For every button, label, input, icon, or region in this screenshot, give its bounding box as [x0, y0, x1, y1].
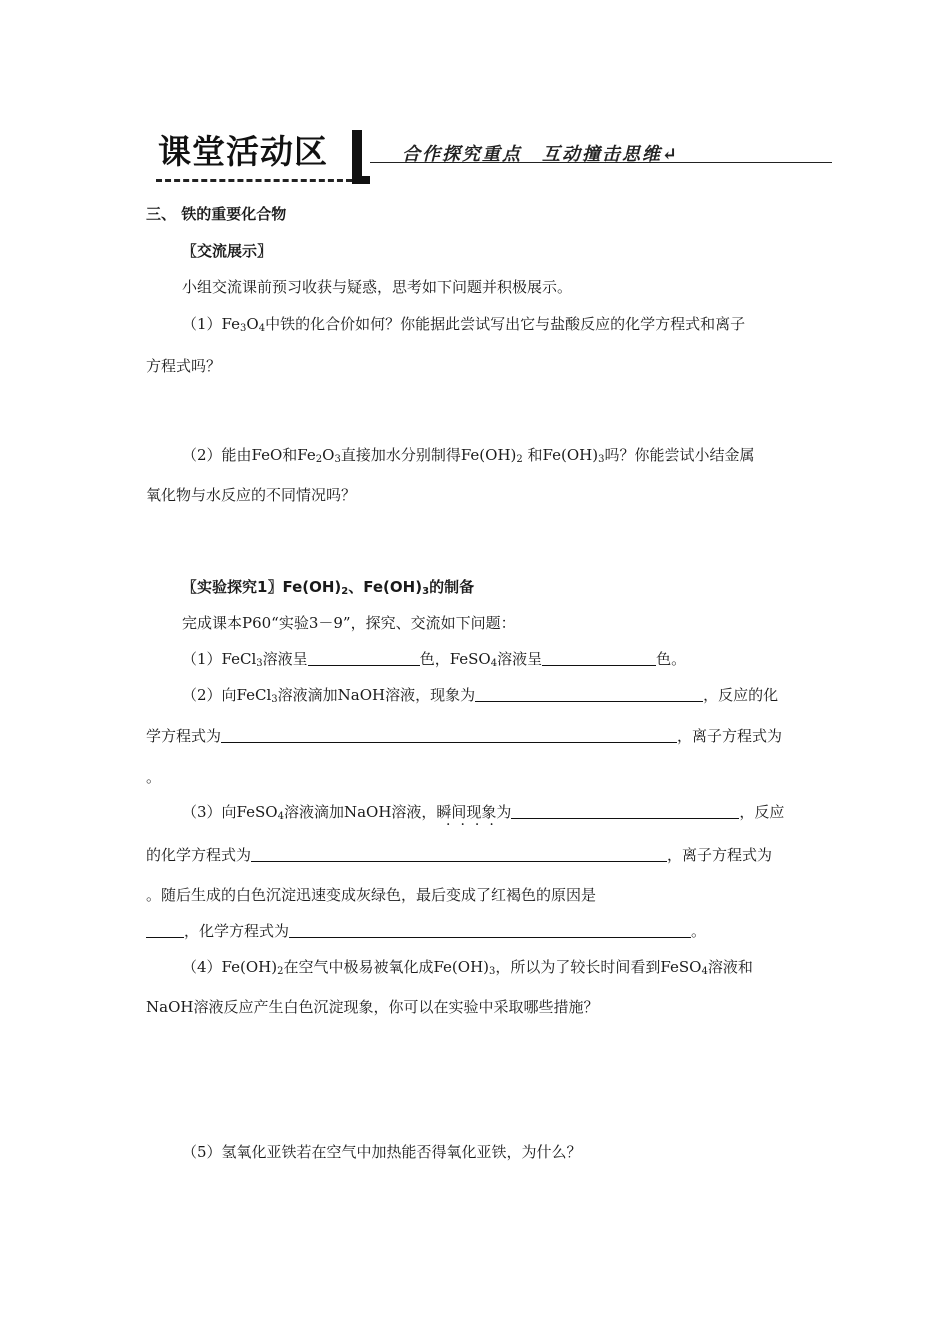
experiment-1-question-3-line-4: ，化学方程式为 。 — [146, 922, 706, 940]
experiment-1-intro: 完成课本P60“实验3－9”，探究、交流如下问题： — [182, 614, 516, 632]
section-heading: 三、 铁的重要化合物 — [146, 205, 287, 223]
experiment-1-question-2-line-1: （2）向FeCl$_3$溶液滴加NaOH溶液，现象为 ，反应的化 — [182, 686, 779, 705]
exchange-question-2-line-2: 氧化物与水反应的不同情况吗？ — [146, 486, 357, 504]
experiment-1-question-4-line-1: $(4)Fe(OH)_2$在空气中极易被氧化成$Fe(OH)_3$，所以为了较长时间看到FeSO$_4$溶液和 — [182, 958, 753, 977]
oxidation-equation-blank[interactable] — [289, 923, 691, 938]
experiment-1-heading: 〖实验探究1〗$Fe(OH)_2$、$Fe(OH)_3$的制备 — [182, 578, 475, 597]
experiment-1-question-2-line-2: 学方程式为 ，离子方程式为 — [146, 727, 783, 745]
feso4-instant-phenomenon-blank[interactable] — [511, 804, 739, 819]
experiment-1-question-2-line-3: 。 — [146, 768, 162, 786]
exchange-question-2-line-1: （2）能由FeO和$Fe_2O_3$直接加水分别制得$Fe(OH)_2$ 和$Fe(OH)_3$吗？你能尝试小结金属 — [182, 446, 755, 465]
emphasis-dots: ···· — [446, 817, 504, 833]
banner-dashed-underline — [156, 179, 352, 182]
fecl3-color-blank[interactable] — [308, 651, 420, 666]
exchange-heading: 〖交流展示〗 — [182, 242, 273, 260]
experiment-1-question-5: （5）氢氧化亚铁若在空气中加热能否得氧化亚铁，为什么？ — [182, 1143, 582, 1161]
fecl3-chemical-equation-blank[interactable] — [221, 728, 677, 743]
exchange-question-1-line-2: 方程式吗？ — [146, 357, 222, 375]
fecl3-phenomenon-blank[interactable] — [475, 687, 703, 702]
feso4-color-blank[interactable] — [542, 651, 656, 666]
experiment-1-question-4-line-2: NaOH溶液反应产生白色沉淀现象，你可以在实验中采取哪些措施？ — [146, 998, 599, 1016]
banner-rule — [370, 162, 832, 163]
exchange-question-1-line-1: $(1)Fe_3O_4$中铁的化合价如何？你能据此尝试写出它与盐酸反应的化学方程式和离子 — [182, 315, 746, 334]
banner-subtitle: 合作探究重点 互动撞击思维↵ — [402, 144, 680, 165]
color-change-reason-blank[interactable] — [146, 923, 184, 938]
exchange-intro: 小组交流课前预习收获与疑惑，思考如下问题并积极展示。 — [182, 278, 573, 296]
feso4-chemical-equation-blank[interactable] — [251, 847, 667, 862]
experiment-1-question-1: （1）FeCl$_3$溶液呈 色，FeSO$_4$溶液呈 色。 — [182, 650, 687, 669]
banner-divider-foot — [352, 176, 370, 184]
experiment-1-question-3-line-1: （3）向FeSO$_4$溶液滴加NaOH溶液，瞬间现象为 ，反应 — [182, 803, 785, 822]
experiment-1-question-3-line-2: 的化学方程式为 ，离子方程式为 — [146, 846, 773, 864]
experiment-1-question-3-line-3: 。随后生成的白色沉淀迅速变成灰绿色，最后变成了红褐色的原因是 — [146, 886, 597, 904]
section-banner-title: 课堂活动区 — [158, 132, 328, 171]
